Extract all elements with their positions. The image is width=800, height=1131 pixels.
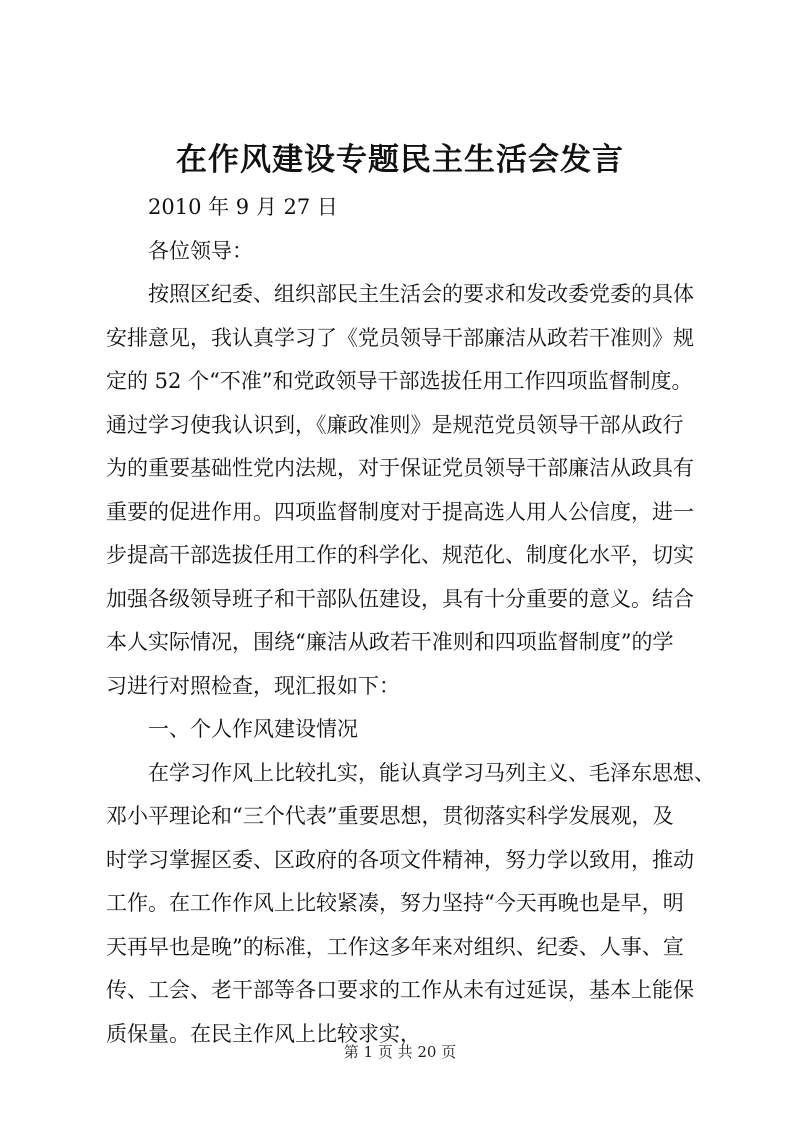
paragraph-line: 重要的促进作用。四项监督制度对于提高选人用人公信度，进一: [106, 499, 694, 524]
salutation-line: 各位领导：: [148, 238, 253, 263]
paragraph-line: 传、工会、老干部等各口要求的工作从未有过延误，基本上能保: [106, 978, 694, 1002]
paragraph-line: 时学习掌握区委、区政府的各项文件精神，努力学以致用，推动: [106, 847, 694, 872]
document-title: 在作风建设专题民主生活会发言: [176, 142, 624, 178]
paragraph-line: 安排意见，我认真学习了《党员领导干部廉洁从政若干准则》规: [106, 325, 694, 350]
paragraph-line: 按照区纪委、组织部民主生活会的要求和发改委党委的具体: [148, 282, 694, 306]
paragraph-line: 工作。在工作作风上比较紧凑，努力坚持“今天再晚也是早，明: [106, 891, 684, 915]
paragraph-line: 加强各级领导班子和干部队伍建设，具有十分重要的意义。结合: [106, 586, 694, 611]
document-body: [106, 186, 718, 1056]
paragraph-line: 习进行对照检查，现汇报如下：: [106, 673, 400, 698]
section-heading: 一、个人作风建设情况: [148, 717, 358, 741]
paragraph-line: 通过学习使我认识到，《廉政准则》是规范党员领导干部从政行: [106, 412, 684, 437]
paragraph-line: 天再早也是晚”的标准，工作这多年来对组织、纪委、人事、宣: [106, 934, 684, 959]
paragraph-line: 为的重要基础性党内法规，对于保证党员领导干部廉洁从政具有: [106, 456, 694, 480]
paragraph-line: 步提高干部选拔任用工作的科学化、规范化、制度化水平，切实: [106, 543, 694, 567]
paragraph-line: 邓小平理论和“三个代表”重要思想，贯彻落实科学发展观，及: [106, 804, 674, 828]
paragraph-line: 本人实际情况，围绕“廉洁从政若干准则和四项监督制度”的学: [106, 630, 674, 654]
date-line: 2010 年 9 月 27 日: [148, 195, 338, 219]
paragraph-line: 在学习作风上比较扎实，能认真学习马列主义、毛泽东思想、: [148, 760, 715, 785]
paragraph-line: 定的 52 个“不准”和党政领导干部选拔任用工作四项监督制度。: [106, 369, 693, 393]
paragraph-line: 质保量。在民主作风上比较求实，: [106, 1021, 421, 1046]
page-number: 第 1 页 共 20 页: [343, 1043, 457, 1061]
